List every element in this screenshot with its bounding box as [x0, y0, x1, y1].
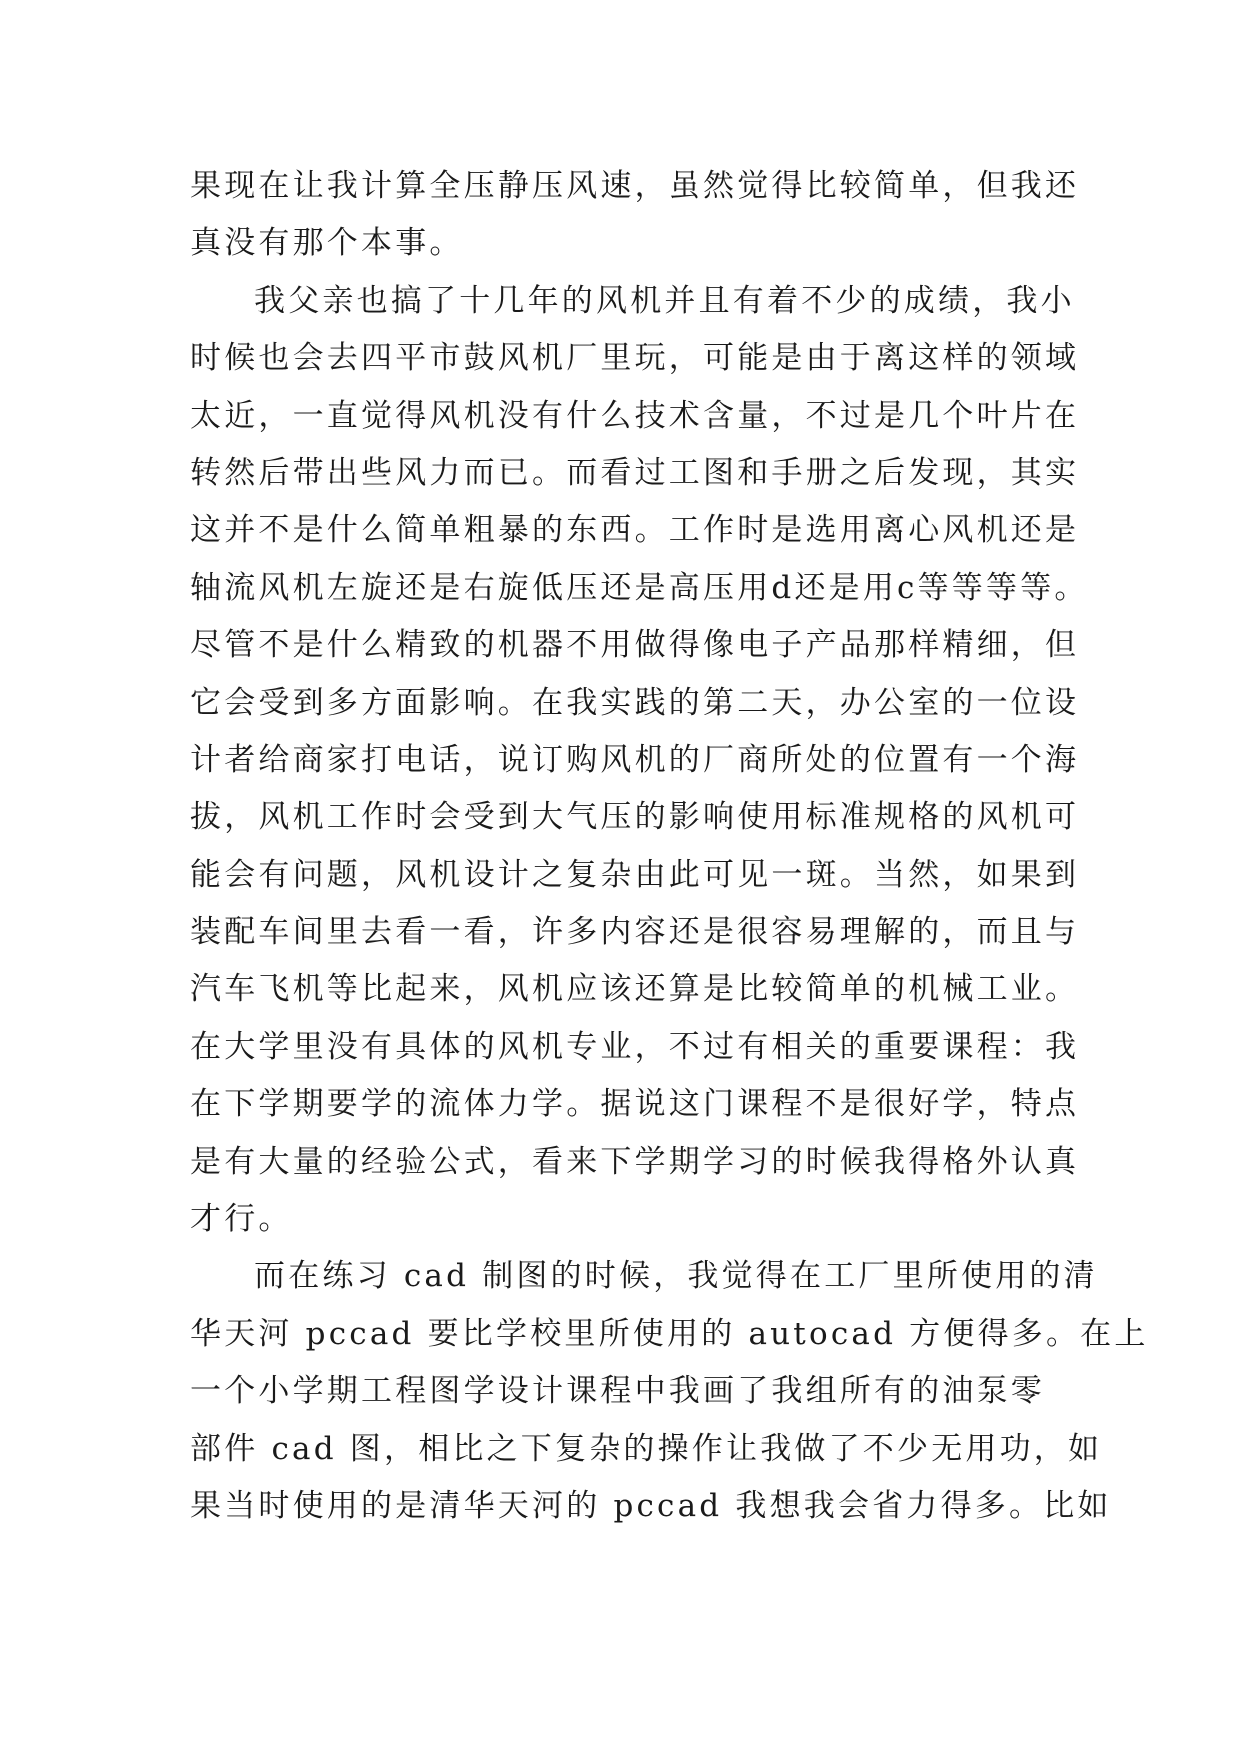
text-line: 装配车间里去看一看，许多内容还是很容易理解的，而且与 [190, 914, 1080, 951]
text-line: 一个小学期工程图学设计课程中我画了我组所有的油泵零 [190, 1373, 1045, 1410]
document-body [190, 158, 1149, 1535]
paragraph-start-line: 我父亲也搞了十几年的风机并且有着不少的成绩，我小 [254, 282, 1075, 319]
text-line: 汽车飞机等比起来，风机应该还算是比较简单的机械工业。 [190, 971, 1080, 1008]
text-line: 华天河 pccad 要比学校里所使用的 autocad 方便得多。在上 [190, 1315, 1149, 1352]
text-line: 真没有那个本事。 [190, 225, 464, 262]
text-line: 轴流风机左旋还是右旋低压还是高压用d还是用c等等等等。 [190, 569, 1089, 606]
text-line: 果现在让我计算全压静压风速，虽然觉得比较简单，但我还 [190, 168, 1080, 204]
paragraph-start-line: 而在练习 cad 制图的时候，我觉得在工厂里所使用的清 [254, 1258, 1098, 1295]
text-line: 能会有问题，风机设计之复杂由此可见一斑。当然，如果到 [190, 856, 1080, 893]
text-line: 时候也会去四平市鼓风机厂里玩，可能是由于离这样的领域 [190, 340, 1080, 377]
text-line: 计者给商家打电话，说订购风机的厂商所处的位置有一个海 [190, 741, 1080, 778]
text-line: 果当时使用的是清华天河的 pccad 我想我会省力得多。比如 [190, 1487, 1112, 1524]
text-line: 太近，一直觉得风机没有什么技术含量，不过是几个叶片在 [190, 397, 1080, 434]
text-line: 这并不是什么简单粗暴的东西。工作时是选用离心风机还是 [190, 512, 1080, 549]
text-line: 部件 cad 图，相比之下复杂的操作让我做了不少无用功，如 [190, 1430, 1103, 1467]
text-line: 它会受到多方面影响。在我实践的第二天，办公室的一位设 [190, 684, 1080, 721]
text-line: 拔，风机工作时会受到大气压的影响使用标准规格的风机可 [190, 799, 1080, 836]
text-line: 尽管不是什么精致的机器不用做得像电子产品那样精细，但 [190, 627, 1080, 664]
text-line: 在下学期要学的流体力学。据说这门课程不是很好学，特点 [190, 1086, 1080, 1123]
text-line: 是有大量的经验公式，看来下学期学习的时候我得格外认真 [190, 1143, 1080, 1180]
text-line: 转然后带出些风力而已。而看过工图和手册之后发现，其实 [190, 454, 1080, 491]
text-line: 才行。 [190, 1201, 293, 1238]
text-line: 在大学里没有具体的风机专业，不过有相关的重要课程：我 [190, 1028, 1080, 1065]
